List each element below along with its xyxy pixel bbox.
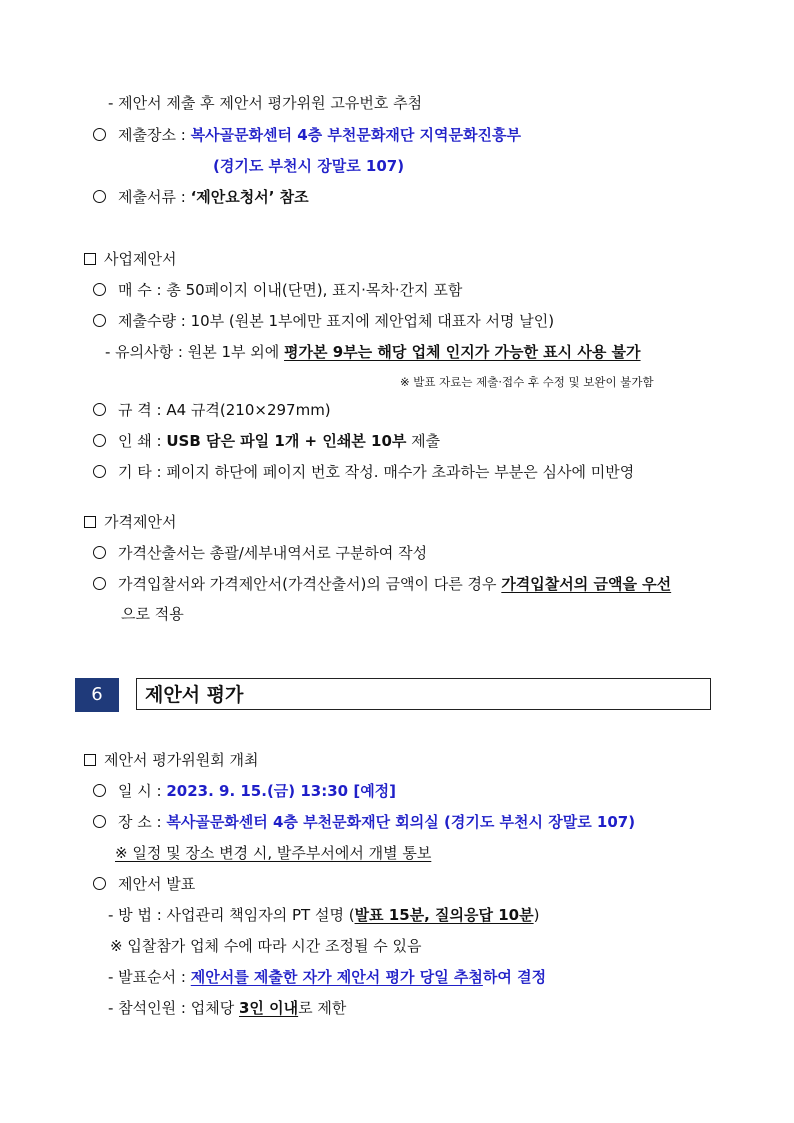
submission-address: (경기도 부천시 장말로 107) [213, 157, 405, 175]
caution-line: - 유의사항 : 원본 1부 외에 평가본 9부는 해당 업체 인지가 가능한 표시 사용 불가 [105, 343, 641, 361]
circle-bullet-icon [93, 465, 106, 478]
location-line: 장 소 : 복사골문화센터 4층 부천문화재단 회의실 (경기도 부천시 장말로 107) [93, 812, 635, 832]
dash-lottery-line: - 제안서 제출 후 제안서 평가위원 고유번호 추첨 [108, 94, 423, 112]
method-line: - 방 법 : 사업관리 책임자의 PT 설명 (발표 15분, 질의응답 10분) [108, 906, 540, 924]
circle-bullet-icon [93, 314, 106, 327]
submission-place-value: 복사골문화센터 4층 부천문화재단 지역문화진흥부 [190, 126, 521, 144]
price-priority-value: 가격입찰서의 금액을 우선 [501, 575, 672, 593]
section-number: 6 [75, 678, 119, 712]
attendees-line: - 참석인원 : 업체당 3인 이내로 제한 [108, 999, 347, 1017]
circle-bullet-icon [93, 877, 106, 890]
etc-line: 기 타 : 페이지 하단에 페이지 번호 작성. 매수가 초과하는 부분은 심사에 미반영 [93, 462, 634, 482]
price-line-1: 가격산출서는 총괄/세부내역서로 구분하여 작성 [93, 543, 427, 563]
order-line: - 발표순서 : 제안서를 제출한 자가 제안서 평가 당일 추첨하여 결정 [108, 968, 547, 986]
location-value: 복사골문화센터 4층 부천문화재단 회의실 (경기도 부천시 장말로 107) [166, 813, 636, 831]
method-value: 발표 15분, 질의응답 10분 [354, 906, 534, 924]
price-line-2-cont: 으로 적용 [121, 605, 184, 623]
size-line: 규 격 : A4 규격(210×297mm) [93, 400, 331, 420]
caution-note: ※ 발표 자료는 제출·접수 후 수정 및 보완이 불가함 [400, 375, 654, 389]
checkbox-square-icon [84, 754, 96, 766]
circle-bullet-icon [93, 546, 106, 559]
checkbox-square-icon [84, 516, 96, 528]
circle-bullet-icon [93, 784, 106, 797]
submission-docs-line: 제출서류 : ‘제안요청서’ 참조 [93, 187, 309, 207]
business-proposal-heading: 사업제안서 [84, 249, 176, 269]
circle-bullet-icon [93, 403, 106, 416]
quantity-line: 제출수량 : 10부 (원본 1부에만 표지에 제안업체 대표자 서명 날인) [93, 311, 554, 331]
date-line: 일 시 : 2023. 9. 15.(금) 13:30 [예정] [93, 781, 396, 801]
circle-bullet-icon [93, 577, 106, 590]
circle-bullet-icon [93, 434, 106, 447]
circle-bullet-icon [93, 815, 106, 828]
checkbox-square-icon [84, 253, 96, 265]
date-value: 2023. 9. 15.(금) 13:30 [예정] [166, 782, 397, 800]
method-note: ※ 입찰참가 업체 수에 따라 시간 조정될 수 있음 [110, 937, 422, 955]
price-proposal-heading: 가격제안서 [84, 512, 176, 532]
print-value: USB 담은 파일 1개 + 인쇄본 10부 [166, 432, 407, 450]
circle-bullet-icon [93, 128, 106, 141]
pages-line: 매 수 : 총 50페이지 이내(단면), 표지·목차·간지 포함 [93, 280, 462, 300]
circle-bullet-icon [93, 190, 106, 203]
evaluation-committee-heading: 제안서 평가위원회 개최 [84, 750, 258, 770]
section-title: 제안서 평가 [136, 678, 711, 710]
order-value: 제안서를 제출한 자가 제안서 평가 당일 추첨 [190, 968, 483, 986]
submission-docs-value: ‘제안요청서’ 참조 [190, 188, 309, 206]
print-line: 인 쇄 : USB 담은 파일 1개 + 인쇄본 10부 제출 [93, 431, 440, 451]
attendees-value: 3인 이내 [238, 999, 299, 1017]
price-line-2: 가격입찰서와 가격제안서(가격산출서)의 금액이 다른 경우 가격입찰서의 금액을 우선 [93, 574, 671, 594]
circle-bullet-icon [93, 283, 106, 296]
caution-value: 평가본 9부는 해당 업체 인지가 가능한 표시 사용 불가 [284, 343, 641, 361]
submission-place-line: 제출장소 : 복사골문화센터 4층 부천문화재단 지역문화진흥부 [93, 125, 521, 145]
location-note: ※ 일정 및 장소 변경 시, 발주부서에서 개별 통보 [115, 844, 432, 862]
presentation-heading: 제안서 발표 [93, 874, 195, 894]
